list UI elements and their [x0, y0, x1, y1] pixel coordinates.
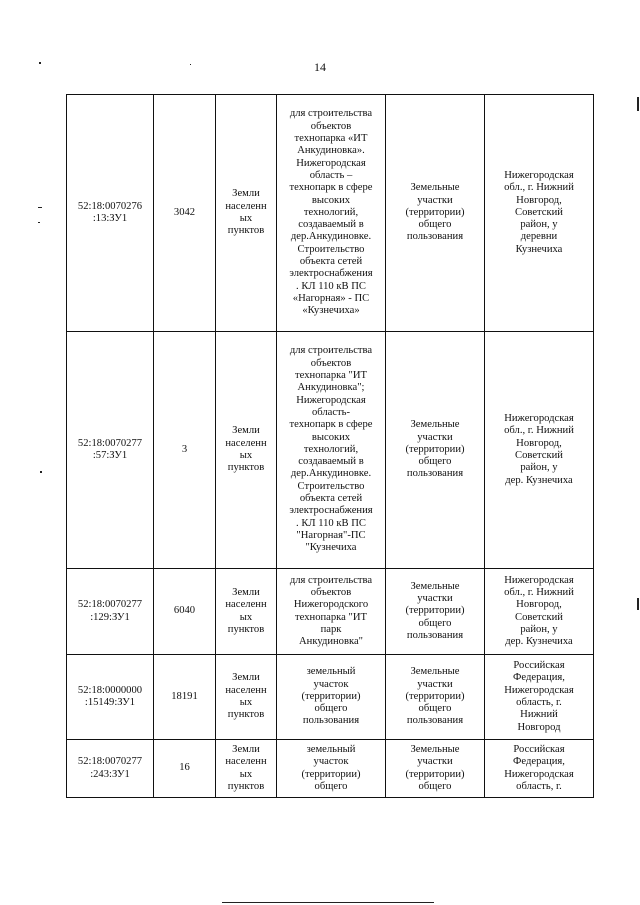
scan-edge-mark: [637, 97, 639, 111]
scan-mark: [190, 64, 191, 65]
cell-area: 3: [154, 332, 216, 569]
cell-area: 16: [154, 740, 216, 798]
scan-mark: [38, 207, 42, 208]
cell-territory: Земельные участки (территории) общего: [386, 740, 485, 798]
cell-area: 3042: [154, 95, 216, 332]
cell-number: 52:18:0070277 :129:ЗУ1: [67, 569, 154, 655]
page-number: 14: [314, 60, 326, 74]
cell-purpose: для строительства объектов Нижегородского технопарка "ИТ парк Анкудиновка": [277, 569, 386, 655]
cell-location: Российская Федерация, Нижегородская область, г.: [485, 740, 594, 798]
land-plots-table: [66, 94, 594, 798]
cell-purpose: земельный участок (территории) общего пользования: [277, 655, 386, 740]
cell-territory: Земельные участки (территории) общего пользования: [386, 569, 485, 655]
table-row: [67, 740, 594, 798]
cell-area: 18191: [154, 655, 216, 740]
cell-category: Земли населенн ых пунктов: [216, 655, 277, 740]
cell-number: 52:18:0070277 :57:ЗУ1: [67, 332, 154, 569]
cell-number: 52:18:0070277 :243:ЗУ1: [67, 740, 154, 798]
cell-number: 52:18:0070276 :13:ЗУ1: [67, 95, 154, 332]
table-row: [67, 95, 594, 332]
cell-location: Нижегородская обл., г. Нижний Новгород, Советский район, у деревни Кузнечиха: [485, 95, 594, 332]
table-row: [67, 655, 594, 740]
table-row: [67, 569, 594, 655]
scan-mark: [40, 471, 42, 473]
cell-territory: Земельные участки (территории) общего пользования: [386, 332, 485, 569]
cell-purpose: для строительства объектов технопарка «ИТ Анкудиновка». Нижегородская область – технопарк в сфере высоких технологий, создаваемый в дер.Анкудиновке. Строительство объекта сетей электроснабжения . КЛ 110 кВ ПС «Нагорная» - ПС «Кузнечиха»: [277, 95, 386, 332]
cell-purpose: для строительства объектов технопарка "ИТ Анкудиновка"; Нижегородская область- технопарк в сфере высоких технологий, создаваемый в дер.Анкудиновке. Строительство объекта сетей электроснабжения . КЛ 110 кВ ПС "Нагорная"-ПС "Кузнечиха: [277, 332, 386, 569]
scan-mark: [38, 222, 40, 223]
cell-number: 52:18:0000000 :15149:ЗУ1: [67, 655, 154, 740]
cell-category: Земли населенн ых пунктов: [216, 569, 277, 655]
scan-mark: [39, 62, 41, 64]
cell-territory: Земельные участки (территории) общего пользования: [386, 655, 485, 740]
scan-footer-line: [222, 902, 434, 903]
cell-territory: Земельные участки (территории) общего пользования: [386, 95, 485, 332]
cell-location: Нижегородская обл., г. Нижний Новгород, Советский район, у дер. Кузнечиха: [485, 332, 594, 569]
cell-location: Нижегородская обл., г. Нижний Новгород, Советский район, у дер. Кузнечиха: [485, 569, 594, 655]
cell-area: 6040: [154, 569, 216, 655]
cell-purpose: земельный участок (территории) общего: [277, 740, 386, 798]
cell-category: Земли населенн ых пунктов: [216, 95, 277, 332]
cell-category: Земли населенн ых пунктов: [216, 332, 277, 569]
cell-category: Земли населенн ых пунктов: [216, 740, 277, 798]
table-row: [67, 332, 594, 569]
scan-edge-mark: [637, 598, 639, 610]
cell-location: Российская Федерация, Нижегородская область, г. Нижний Новгород: [485, 655, 594, 740]
